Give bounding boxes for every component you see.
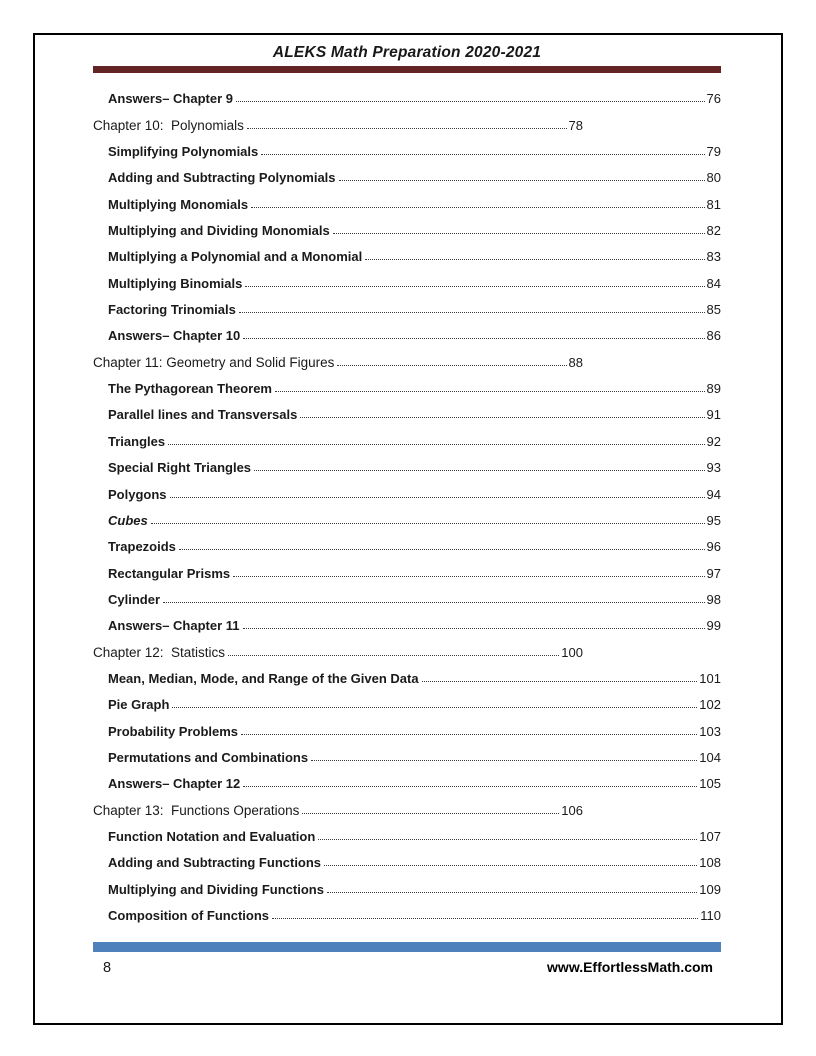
toc-entry-line [108,223,721,238]
toc-entry-page: 79 [706,144,721,160]
toc-entry-label: Function Notation and Evaluation [108,828,316,844]
toc-entry [93,581,721,607]
footer-row [93,959,721,976]
toc-entry [93,159,721,185]
toc-entry-label: Pie Graph [108,697,170,713]
toc-entry-label: Permutations and Combinations [108,749,309,765]
toc-entry [93,449,721,475]
toc-entry [93,739,721,765]
toc-entry-line [108,144,721,159]
toc-list [93,80,721,923]
toc-entry [93,686,721,712]
toc-entry [93,554,721,580]
header-rule [93,66,721,73]
dot-leader [272,918,698,919]
toc-entry [93,238,721,264]
toc-entry-line [108,566,721,581]
dot-leader [228,655,559,656]
toc-entry-label: Mean, Median, Mode, and Range of the Given Data [108,670,419,686]
dot-leader [324,865,697,866]
toc-entry [93,502,721,528]
toc-entry-line [93,355,583,370]
toc-entry [93,291,721,317]
toc-entry-label: Multiplying and Dividing Functions [108,881,324,897]
toc-entry-page: 88 [568,354,583,370]
toc-entry-label: Chapter 12: Statistics [93,644,226,660]
toc-entry-label: Answers– Chapter 12 [108,776,241,792]
toc-entry-line [108,776,721,791]
toc-entry [93,317,721,343]
toc-entry [93,422,721,448]
toc-entry-page: 85 [706,302,721,318]
dot-leader [179,549,705,550]
toc-entry-line [108,276,721,291]
toc-entry [93,528,721,554]
toc-entry-label: Multiplying Binomials [108,275,243,291]
toc-entry [93,818,721,844]
toc-entry-page: 97 [706,565,721,581]
toc-entry-label: Adding and Subtracting Functions [108,855,322,871]
toc-entry-page: 101 [699,670,721,686]
toc-entry-page: 80 [706,170,721,186]
footer-page-number: 8 [103,960,112,976]
toc-entry-line [108,697,721,712]
toc-entry-page: 105 [699,776,721,792]
toc-entry [93,185,721,211]
toc-entry-label: Chapter 11: Geometry and Solid Figures [93,354,335,370]
dot-leader [151,523,705,524]
toc-entry-label: Parallel lines and Transversals [108,407,298,423]
toc-entry [93,607,721,633]
toc-entry-label: Answers– Chapter 9 [108,91,233,107]
toc-entry-page: 82 [706,223,721,239]
toc-entry-label: Multiplying a Polynomial and a Monomial [108,249,363,265]
dot-leader [339,180,705,181]
page-footer [93,942,721,976]
toc-entry-line [108,908,721,923]
toc-entry-label: Multiplying Monomials [108,196,249,212]
dot-leader [243,786,697,787]
dot-leader [236,101,705,102]
toc-entry [93,343,721,369]
dot-leader [327,892,697,893]
toc-entry-line [108,460,721,475]
toc-entry-line [108,302,721,317]
toc-entry-line [108,671,721,686]
toc-entry-label: Answers– Chapter 11 [108,618,240,634]
dot-leader [337,365,566,366]
toc-entry [93,370,721,396]
toc-entry [93,212,721,238]
toc-entry-label: Answers– Chapter 10 [108,328,241,344]
toc-entry-line [108,513,721,528]
toc-entry-line [108,618,721,633]
toc-entry-line [93,803,583,818]
dot-leader [275,391,705,392]
toc-entry-label: Special Right Triangles [108,460,252,476]
dot-leader [422,681,698,682]
dot-leader [243,628,705,629]
dot-leader [239,312,705,313]
toc-entry [93,133,721,159]
toc-entry-page: 102 [699,697,721,713]
toc-entry-page: 95 [706,512,721,528]
dot-leader [243,338,704,339]
toc-entry-line [108,407,721,422]
dot-leader [170,497,705,498]
toc-entry-line [108,592,721,607]
toc-entry-label: Cubes [108,512,148,528]
toc-entry [93,396,721,422]
toc-entry-page: 92 [706,433,721,449]
toc-entry-label: Chapter 10: Polynomials [93,117,244,133]
toc-entry-line [108,724,721,739]
toc-entry-page: 86 [706,328,721,344]
toc-entry-page: 103 [699,723,721,739]
page-border [33,33,783,1025]
page-title: ALEKS Math Preparation 2020-2021 [272,44,542,61]
toc-entry-label: Rectangular Prisms [108,565,231,581]
dot-leader [365,259,704,260]
toc-entry-page: 100 [561,644,583,660]
footer-website: www.EffortlessMath.com [547,959,713,975]
toc-entry-line [108,170,721,185]
toc-entry-label: Trapezoids [108,539,176,555]
toc-entry [93,712,721,738]
toc-entry-page: 78 [568,117,583,133]
toc-entry-line [108,750,721,765]
toc-entry-line [108,855,721,870]
toc-entry [93,660,721,686]
toc-entry-page: 91 [706,407,721,423]
dot-leader [300,417,704,418]
dot-leader [302,813,559,814]
toc-entry-label: Composition of Functions [108,908,270,923]
toc-entry [93,80,721,106]
toc-entry-page: 81 [706,196,721,212]
toc-entry-line [108,197,721,212]
toc-entry-page: 96 [706,539,721,555]
dot-leader [245,286,704,287]
toc-entry-label: Multiplying and Dividing Monomials [108,223,330,239]
toc-entry-label: Adding and Subtracting Polynomials [108,170,336,186]
toc-entry-line [108,829,721,844]
toc-entry-page: 109 [699,881,721,897]
toc-entry [93,897,721,923]
dot-leader [241,734,697,735]
dot-leader [318,839,697,840]
toc-entry-page: 104 [699,749,721,765]
dot-leader [247,128,567,129]
dot-leader [251,207,704,208]
toc-entry-page: 93 [706,460,721,476]
toc-entry-label: Triangles [108,433,166,449]
footer-rule [93,942,721,952]
toc-entry-page: 108 [699,855,721,871]
toc-entry-label: Polygons [108,486,167,502]
dot-leader [333,233,705,234]
toc-entry-line [108,91,721,106]
dot-leader [261,154,704,155]
toc-entry [93,475,721,501]
toc-entry [93,633,721,659]
toc-entry-label: Factoring Trinomials [108,302,236,318]
toc-entry-label: Simplifying Polynomials [108,144,259,160]
toc-entry [93,870,721,896]
dot-leader [172,707,697,708]
dot-leader [168,444,704,445]
toc-entry [93,264,721,290]
dot-leader [233,576,704,577]
toc-entry-page: 106 [561,802,583,818]
page-content [35,35,781,1023]
toc-entry-page: 94 [706,486,721,502]
toc-entry-page: 110 [700,908,721,923]
toc-entry-label: Cylinder [108,591,161,607]
dot-leader [311,760,697,761]
toc-entry-line [108,381,721,396]
toc-entry-line [93,645,583,660]
toc-entry-line [108,249,721,264]
toc-entry-line [108,328,721,343]
toc-entry-label: Probability Problems [108,723,239,739]
toc-entry-page: 107 [699,828,721,844]
toc-entry-page: 98 [706,591,721,607]
toc-entry-label: Chapter 13: Functions Operations [93,802,300,818]
toc-entry-page: 83 [706,249,721,265]
toc-entry-label: The Pythagorean Theorem [108,381,272,397]
toc-entry-line [108,434,721,449]
dot-leader [163,602,705,603]
toc-entry-line [108,882,721,897]
toc-entry [93,765,721,791]
toc-entry-page: 84 [706,275,721,291]
toc-entry-page: 76 [706,91,721,107]
toc-entry-page: 89 [706,381,721,397]
toc-entry-line [108,539,721,554]
toc-entry-line [93,118,583,133]
toc-entry-line [108,487,721,502]
toc-entry [93,844,721,870]
toc-entry [93,106,721,132]
toc-entry-page: 99 [706,618,721,634]
toc-entry [93,791,721,817]
dot-leader [254,470,704,471]
